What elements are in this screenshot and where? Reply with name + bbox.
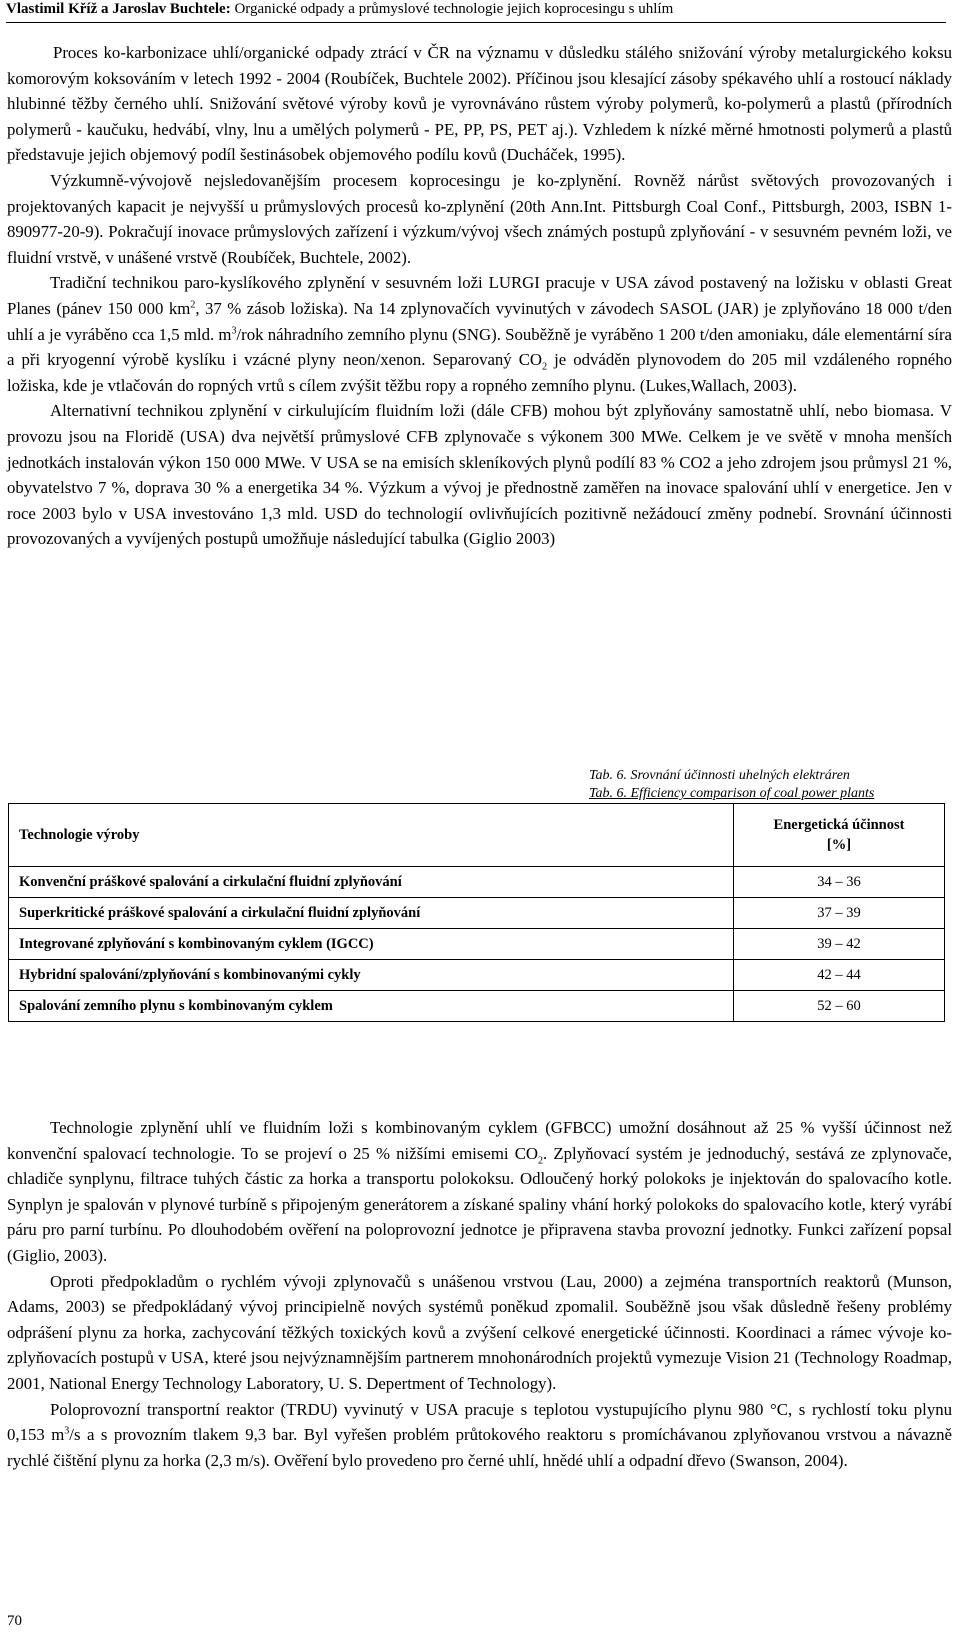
table-row — [9, 867, 945, 898]
table-header-efficiency: Energetická účinnost [%] — [734, 804, 945, 867]
paragraph-2: Výzkumně-vývojově nejsledovanějším procesem koprocesingu je ko-zplynění. Rovněž nárůst světových provozovaných i projektovaných kapacit je nejvyšší u průmyslových procesů ko-zplynění (20th Ann.Int. Pittsburgh Coal Conf., Pittsburgh, 2003, ISBN 1-890977-20-9). Pokračují inovace průmyslových zařízení i výzkum/vývoj všech známých postupů zplyňování - v sesuvném pevném loži, ve fluidní vrstvě, v unášené vrstvě (Roubíček, Buchtele, 2002). — [7, 170, 952, 267]
paragraph-5: Technologie zplynění uhlí ve fluidním loži s kombinovaným cyklem (GFBCC) umožní dosáhnout až 25 % vyšší účinnost než konvenční spalovací technologie. To se projeví o 25 % nižšími emisemi $CO_2$. Zplyňovací systém je jednoduchý, sestává ze zplynovače, chladiče synplynu, filtrace tuhých částic za horka a transportu polokoksu. Odloučený horký polokoks je injektován do spalovacího kotle. Synplyn je spalován v plynové turbíně s připojeným generátorem a získané spaliny vhání horký polokoks do spalovacího kotle, který vyrábí páru pro parní turbínu. Po dlouhodobém ověření na poloprovozní jednotce je připravena stavba provozní jednotky. Funkci zařízení popsal (Giglio, 2003). — [7, 1118, 953, 1265]
table-caption-cz: Tab. 6. Srovnání účinnosti uhelných elektráren — [589, 768, 850, 783]
table-cell-tech: Superkritické práškové spalování a cirkulační fluidní zplyňování — [9, 898, 734, 929]
table-row — [9, 991, 945, 1022]
efficiency-table — [8, 803, 945, 1022]
table-cell-tech: Spalování zemního plynu s kombinovaným cyklem — [9, 991, 734, 1022]
table-cell-value: 42 – 44 — [734, 960, 945, 991]
table-cell-value: 52 – 60 — [734, 991, 945, 1022]
table-header-row — [9, 804, 945, 867]
table-row — [9, 898, 945, 929]
body-text-top — [7, 40, 952, 552]
table-cell-tech: Hybridní spalování/zplyňování s kombinovanými cykly — [9, 960, 734, 991]
table-caption-en: Tab. 6. Efficiency comparison of coal power plants — [589, 786, 875, 801]
running-header — [6, 0, 946, 23]
table-cell-value: 37 – 39 — [734, 898, 945, 929]
paragraph-7: Poloprovozní transportní reaktor (TRDU) vyvinutý v USA pracuje s teplotou vystupujícího plynu 980 °C, s rychlostí toku plynu 0,153 $m^3/s$ a s provozním tlakem 9,3 bar. Byl vyřešen problém průtokového reaktoru s promíchávanou zplyňovanou vrstvou a návazně rychlé čištění plynu za horka (2,3 m/s). Ověření bylo provedeno pro černé uhlí, hnědé uhlí a odpadní dřevo (Swanson, 2004). — [7, 1399, 952, 1470]
page-number: 70 — [7, 1613, 22, 1629]
paragraph-1: Proces ko-karbonizace uhlí/organické odpady ztrácí v ČR na významu v důsledku stálého snižování výroby metalurgického koksu komorovým koksováním v letech 1992 - 2004 (Roubíček, Buchtele 2002). Příčinou jsou klesající zásoby spékavého uhlí a rostoucí náklady hlubinné těžby černého uhlí. Snižování světové výroby kovů je vyrovnáváno růstem výroby polymerů, ko-polymerů a plastů (přírodních polymerů - kaučuku, hedvábí, vlny, lnu a umělých polymerů - PE, PP, PS, PET aj.). Vzhledem k nízké měrné hmotnosti polymerů a plastů představuje jejich objemový podíl šestinásobek objemového podílu kovů (Ducháček, 1995). — [7, 43, 952, 165]
table-cell-tech: Integrované zplyňování s kombinovaným cyklem (IGCC) — [9, 929, 734, 960]
paragraph-6: Oproti předpokladům o rychlém vývoji zplynovačů s unášenou vrstvou (Lau, 2000) a zejména transportních reaktorů (Munson, Adams, 2003) se předpokládaný vývoj principielně nových systémů poněkud zpomalil. Souběžně jsou však důsledně řešeny problémy odprášení plynu za horka, zachycování těžkých toxických kovů a zvýšení celkové energetické účinnosti. Koordinaci a rámec vývoje ko-zplyňovacích postupů v USA, které jsou nejvýznamnějším partnerem mnohonárodních projektů vymezuje Vision 21 (Technology Roadmap, 2001, National Energy Technology Laboratory, U. S. Depertment of Technology). — [7, 1271, 952, 1393]
table-row — [9, 960, 945, 991]
paragraph-4: Alternativní technikou zplynění v cirkulujícím fluidním loži (dále CFB) mohou být zplyňovány samostatně uhlí, nebo biomasa. V provozu jsou na Floridě (USA) dva největší průmyslové CFB zplynovače s výkonem 300 MWe. Celkem je ve světě v mnoha menších jednotkách instalován výkon 150 000 MWe. V USA se na emisích skleníkových plynů podílí 83 % CO2 a jeho zdrojem jsou průmysl 21 %, obyvatelstvo 7 %, doprava 30 % a energetika 34 %. Výzkum a vývoj je přednostně zaměřen na inovace spalování uhlí v energetice. Jen v roce 2003 bylo v USA investováno 1,3 mld. USD do technologií ovlivňujících pozitivně nežádoucí změny podnebí. Srovnání účinnosti provozovaných a vyvíjených postupů umožňuje následující tabulka (Giglio 2003) — [7, 401, 952, 549]
table-cell-tech: Konvenční práškové spalování a cirkulační fluidní zplyňování — [9, 867, 734, 898]
table-caption — [589, 767, 874, 803]
table-cell-value: 39 – 42 — [734, 929, 945, 960]
paragraph-3: Tradiční technikou paro-kyslíkového zplynění v sesuvném loži LURGI pracuje v USA závod postavený na ložisku v oblasti Great Planes (pánev 150 000 $km^2$, 37 % zásob ložiska). Na 14 zplynovačích vyvinutých v závodech SASOL (JAR) je zplyňováno 18 000 t/den uhlí a je vyráběno cca 1,5 mld. $m^3$/rok náhradního zemního plynu (SNG). Souběžně je vyráběno 1 200 t/den amoniaku, dále elementární síra a při kryogenní výrobě kyslíku i vzácné plyny neon/xenon. Separovaný $CO_2$ je odváděn plynovodem do 205 mil vzdáleného ropného ložiska, kde je vtlačován do ropných vrtů s cílem zvýšit těžbu ropy a ropného zemního plynu. (Lukes,Wallach, 2003). — [7, 273, 953, 395]
table-cell-value: 34 – 36 — [734, 867, 945, 898]
header-authors: Vlastimil Kříž a Jaroslav Buchtele: — [6, 1, 231, 17]
table-header-tech: Technologie výroby — [9, 804, 734, 867]
header-title: Organické odpady a průmyslové technologie jejich koprocesingu s uhlím — [234, 1, 674, 17]
body-text-bottom — [7, 1115, 952, 1473]
table-row — [9, 929, 945, 960]
